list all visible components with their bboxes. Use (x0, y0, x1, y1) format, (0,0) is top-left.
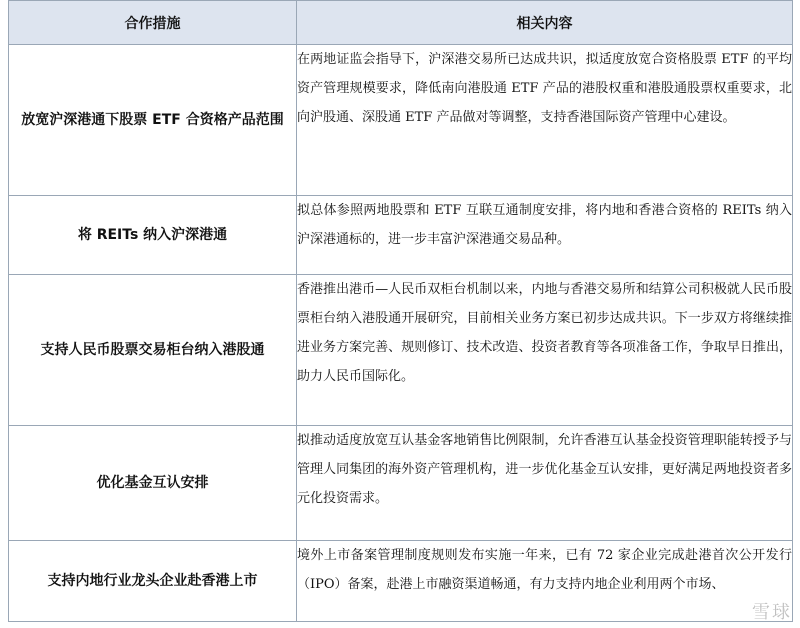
measure-cell: 支持内地行业龙头企业赴香港上市 (9, 541, 297, 622)
measure-cell: 支持人民币股票交易柜台纳入港股通 (9, 275, 297, 426)
content-cell: 香港推出港币—人民币双柜台机制以来，内地与香港交易所和结算公司积极就人民币股票柜台纳入港股通开展研究，目前相关业务方案已初步达成共识。下一步双方将继续推进业务方案完善、规则修订、技术改造、投资者教育等各项准备工作，争取早日推出，助力人民币国际化。 (297, 275, 793, 426)
content-cell: 在两地证监会指导下，沪深港交易所已达成共识，拟适度放宽合资格股票 ETF 的平均资产管理规模要求，降低南向港股通 ETF 产品的港股权重和港股通股票权重要求，北向沪股通、深股通 ETF 产品做对等调整，支持香港国际资产管理中心建设。 (297, 45, 793, 196)
header-measures: 合作措施 (9, 1, 297, 45)
watermark-logo: 雪球 (752, 602, 792, 623)
content-cell: 拟推动适度放宽互认基金客地销售比例限制，允许香港互认基金投资管理职能转授予与管理人同集团的海外资产管理机构，进一步优化基金互认安排，更好满足两地投资者多元化投资需求。 (297, 426, 793, 541)
table-row (9, 541, 793, 622)
table-row (9, 45, 793, 196)
header-content: 相关内容 (297, 1, 793, 45)
table-row (9, 275, 793, 426)
cooperation-measures-table (8, 0, 793, 622)
table-header-row (9, 1, 793, 45)
measure-cell: 优化基金互认安排 (9, 426, 297, 541)
table-row (9, 426, 793, 541)
content-cell: 拟总体参照两地股票和 ETF 互联互通制度安排，将内地和香港合资格的 REITs 纳入沪深港通标的，进一步丰富沪深港通交易品种。 (297, 196, 793, 275)
content-cell: 境外上市备案管理制度规则发布实施一年来，已有 72 家企业完成赴港首次公开发行（IPO）备案，赴港上市融资渠道畅通，有力支持内地企业利用两个市场、 (297, 541, 793, 622)
table-row (9, 196, 793, 275)
measure-cell: 将 REITs 纳入沪深港通 (9, 196, 297, 275)
measure-cell: 放宽沪深港通下股票 ETF 合资格产品范围 (9, 45, 297, 196)
